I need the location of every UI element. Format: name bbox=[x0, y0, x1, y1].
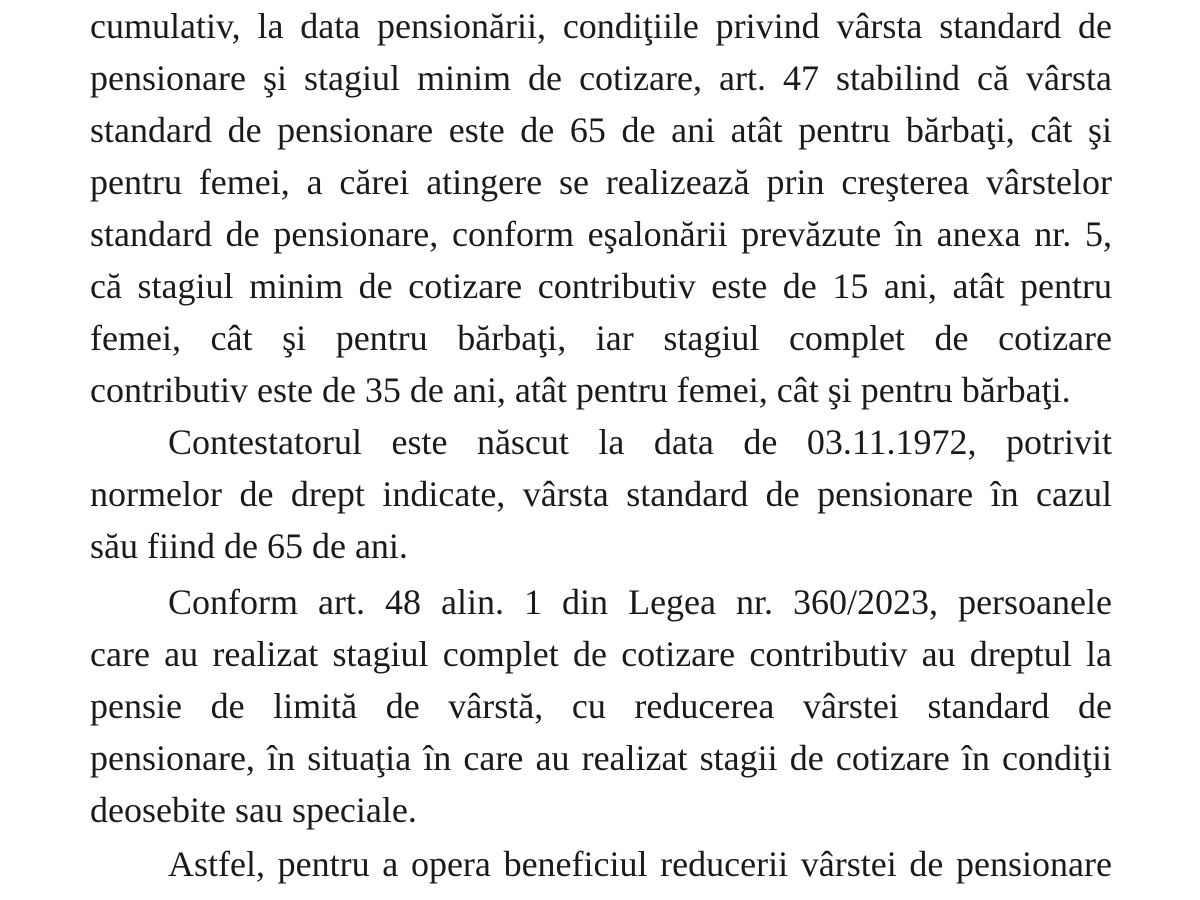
paragraph-first-line: Conform art. 48 alin. 1 din Legea nr. 360/2023, persoanele bbox=[168, 582, 1112, 622]
text-line: standard de pensionare, conform eşalonării prevăzute în anexa nr. 5, bbox=[90, 214, 1112, 254]
text-line: femei, cât şi pentru bărbaţi, iar stagiul complet de cotizare bbox=[90, 318, 1112, 358]
text-line: cumulativ, la data pensionării, condiţiile privind vârsta standard de bbox=[90, 6, 1112, 46]
text-line: contributiv este de 35 de ani, atât pentru femei, cât şi pentru bărbaţi. bbox=[90, 370, 1071, 410]
text-line: pentru femei, a cărei atingere se realizează prin creşterea vârstelor bbox=[90, 162, 1112, 202]
paragraph-first-line: Astfel, pentru a opera beneficiul reducerii vârstei de pensionare bbox=[168, 844, 1112, 884]
text-line: deosebite sau speciale. bbox=[90, 790, 417, 830]
text-line: normelor de drept indicate, vârsta standard de pensionare în cazul bbox=[90, 474, 1112, 514]
text-line: că stagiul minim de cotizare contributiv este de 15 ani, atât pentru bbox=[90, 266, 1112, 306]
paragraph-first-line: Contestatorul este născut la data de 03.11.1972, potrivit bbox=[168, 422, 1112, 462]
text-line: pensionare, în situaţia în care au realizat stagii de cotizare în condiţii bbox=[90, 738, 1112, 778]
text-line: pensie de limită de vârstă, cu reducerea vârstei standard de bbox=[90, 686, 1112, 726]
document-page bbox=[90, 0, 1112, 900]
text-line: său fiind de 65 de ani. bbox=[90, 526, 408, 566]
text-line: standard de pensionare este de 65 de ani atât pentru bărbaţi, cât şi bbox=[90, 110, 1112, 150]
text-line: pensionare şi stagiul minim de cotizare, art. 47 stabilind că vârsta bbox=[90, 58, 1112, 98]
text-line: care au realizat stagiul complet de cotizare contributiv au dreptul la bbox=[90, 634, 1112, 674]
